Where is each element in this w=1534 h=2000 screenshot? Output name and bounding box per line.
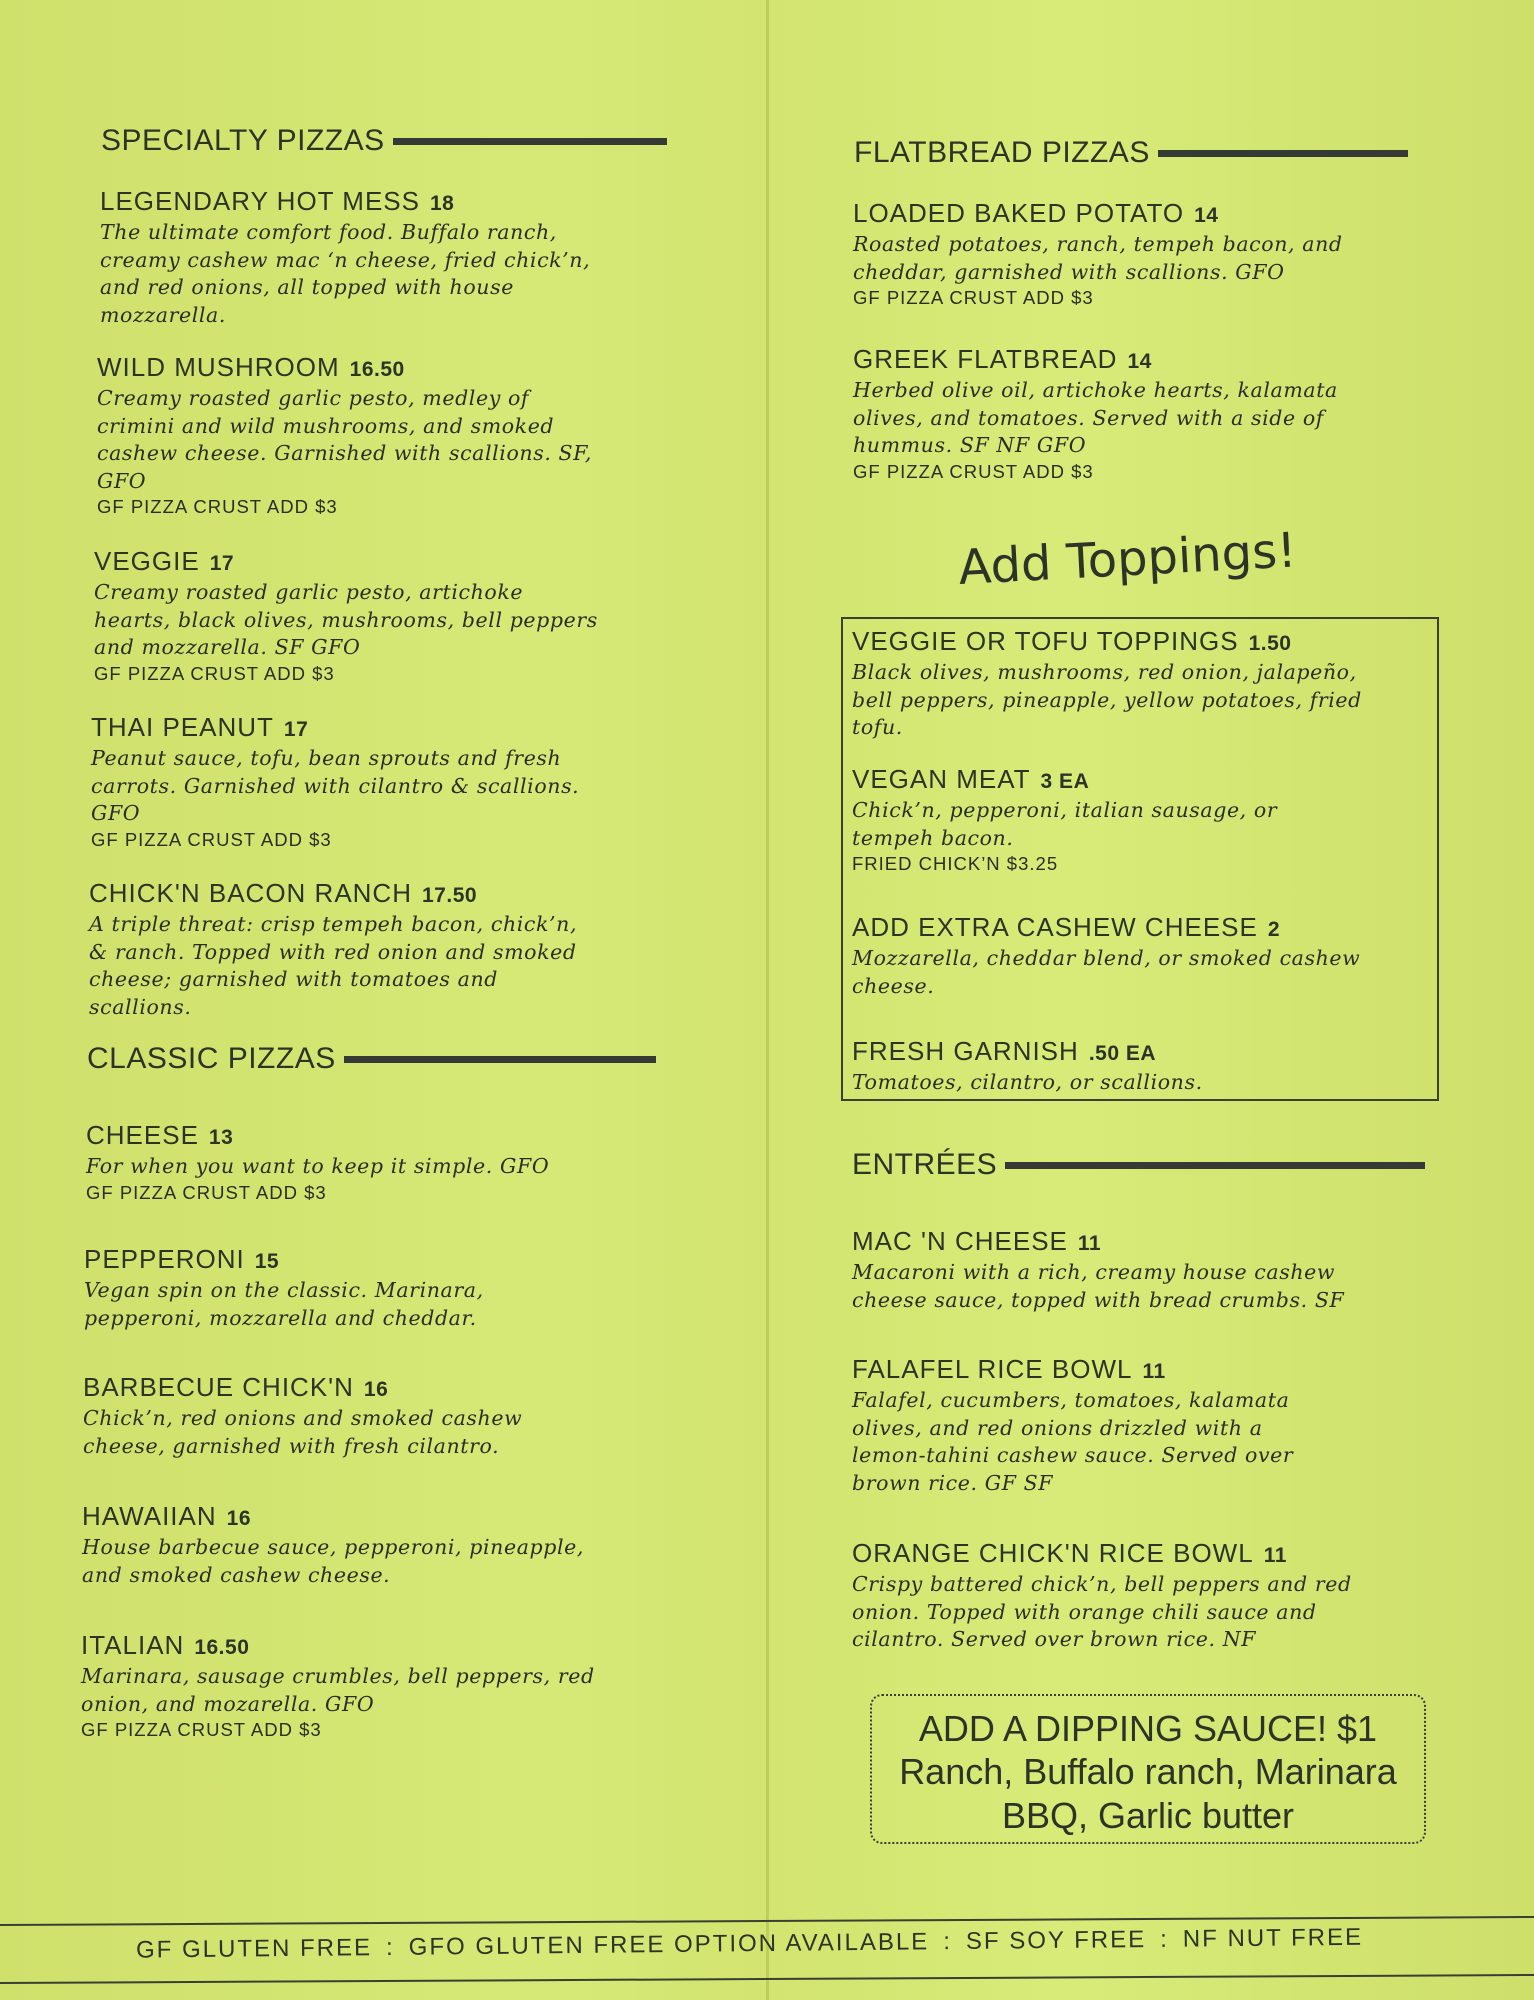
item-description: Marinara, sausage crumbles, bell peppers, red onion, and mozarella. GFO	[81, 1664, 595, 1716]
menu-item-chickn-bacon-ranch	[89, 878, 649, 1021]
gf-crust-note: GF PIZZA CRUST ADD $3	[853, 460, 1094, 482]
section-rule	[344, 1056, 656, 1063]
item-name: MAC 'N CHEESE	[852, 1226, 1068, 1256]
item-description: Tomatoes, cilantro, or scallions.	[852, 1070, 1203, 1094]
classic-pizzas-heading	[87, 1042, 656, 1076]
item-description: Macaroni with a rich, creamy house cashew cheese sauce, topped with bread crumbs. SF	[852, 1260, 1345, 1312]
dipping-sauce-options-2: BBQ, Garlic butter	[1001, 1795, 1295, 1836]
item-name: VEGGIE OR TOFU TOPPINGS	[852, 626, 1239, 656]
gf-crust-note: GF PIZZA CRUST ADD $3	[853, 287, 1094, 308]
item-description: The ultimate comfort food. Buffalo ranch, creamy cashew mac ‘n cheese, fried chick’n, and red onions, all topped with house mozzarella.	[100, 220, 591, 327]
section-title-text: FLATBREAD PIZZAS	[854, 136, 1150, 169]
section-rule	[1005, 1162, 1425, 1169]
legend-sf: SF SOY FREE	[965, 1926, 1147, 1955]
topping-extra-cashew-cheese	[852, 912, 1432, 1000]
section-title-text: CLASSIC PIZZAS	[87, 1042, 336, 1075]
item-price: 15	[254, 1250, 280, 1273]
item-price: 17	[209, 552, 235, 575]
item-description: A triple threat: crisp tempeh bacon, chick’n, & ranch. Topped with red onion and smoked cheese; garnished with tomatoes and scallions.	[89, 912, 578, 1019]
item-price: 3 EA	[1040, 770, 1090, 793]
item-name: VEGAN MEAT	[852, 764, 1031, 794]
item-description: Roasted potatoes, ranch, tempeh bacon, and cheddar, garnished with scallions. GFO	[853, 232, 1343, 284]
menu-item-loaded-baked-potato	[853, 198, 1413, 310]
section-rule	[393, 138, 667, 145]
item-description: Mozzarella, cheddar blend, or smoked cashew cheese.	[852, 946, 1361, 998]
menu-item-orange-chickn-rice-bowl	[852, 1538, 1412, 1654]
item-description: Creamy roasted garlic pesto, medley of crimini and wild mushrooms, and smoked cashew cheese. Garnished with scallions. SF, GFO	[97, 386, 592, 493]
item-name: WILD MUSHROOM	[97, 352, 340, 382]
item-description: Chick’n, pepperoni, italian sausage, or tempeh bacon.	[852, 798, 1278, 850]
section-rule	[1158, 150, 1408, 157]
item-name: LOADED BAKED POTATO	[853, 198, 1185, 228]
menu-item-thai-peanut	[91, 712, 651, 852]
dipping-sauce-title: ADD A DIPPING SAUCE! $1	[918, 1708, 1378, 1749]
item-price: 11	[1142, 1360, 1166, 1383]
menu-item-falafel-rice-bowl	[852, 1354, 1412, 1497]
specialty-pizzas-heading	[101, 124, 667, 158]
item-description: Creamy roasted garlic pesto, artichoke hearts, black olives, mushrooms, bell peppers and mozzarella. SF GFO	[94, 580, 598, 659]
entrees-heading	[852, 1148, 1425, 1182]
item-price: 16.50	[349, 358, 405, 381]
item-name: LEGENDARY HOT MESS	[100, 186, 420, 216]
item-description: Black olives, mushrooms, red onion, jalapeño, bell peppers, pineapple, yellow potatoes, fried tofu.	[852, 660, 1362, 739]
menu-item-hawaiian	[82, 1501, 642, 1589]
item-price: 2	[1267, 918, 1281, 941]
fried-chickn-note: FRIED CHICK’N $3.25	[852, 853, 1059, 874]
gf-crust-note: GF PIZZA CRUST ADD $3	[81, 1719, 322, 1740]
section-title-text: ENTRÉES	[852, 1148, 998, 1181]
item-name: CHICK'N BACON RANCH	[89, 878, 412, 908]
item-name: PEPPERONI	[84, 1244, 245, 1274]
menu-item-greek-flatbread	[853, 344, 1413, 484]
item-name: CHEESE	[86, 1120, 199, 1150]
item-description: House barbecue sauce, pepperoni, pineapple, and smoked cashew cheese.	[82, 1535, 584, 1587]
item-price: 14	[1127, 350, 1152, 373]
page-fold	[766, 0, 769, 2000]
topping-veggie-tofu	[852, 626, 1432, 742]
legend-separator: :	[1160, 1925, 1169, 1953]
item-price: 13	[208, 1126, 234, 1149]
item-price: 16.50	[194, 1636, 250, 1659]
item-name: FALAFEL RICE BOWL	[852, 1354, 1133, 1384]
item-name: THAI PEANUT	[91, 712, 274, 742]
menu-item-pepperoni	[84, 1244, 644, 1332]
item-name: ITALIAN	[81, 1630, 185, 1660]
legend-nf: NF NUT FREE	[1182, 1923, 1364, 1953]
add-toppings-heading: Add Toppings!	[957, 522, 1298, 596]
item-price: 18	[429, 192, 455, 215]
legend-separator: :	[385, 1933, 395, 1961]
item-price: 1.50	[1248, 632, 1292, 655]
item-description: Crispy battered chick’n, bell peppers and red onion. Topped with orange chili sauce and cilantro. Served over brown rice. NF	[852, 1572, 1352, 1651]
menu-item-wild-mushroom	[97, 352, 657, 519]
topping-fresh-garnish	[852, 1036, 1432, 1097]
item-price: 17.50	[422, 884, 478, 907]
flatbread-pizzas-heading	[854, 136, 1408, 170]
gf-crust-note: GF PIZZA CRUST ADD $3	[91, 828, 332, 850]
legend-gf: GF GLUTEN FREE	[135, 1934, 373, 1964]
item-price: 11	[1077, 1232, 1102, 1255]
item-name: ORANGE CHICK'N RICE BOWL	[852, 1538, 1254, 1568]
item-description: Falafel, cucumbers, tomatoes, kalamata olives, and red onions drizzled with a lemon-tahini cashew sauce. Served over brown rice. GF SF	[852, 1388, 1294, 1495]
item-name: BARBECUE CHICK'N	[83, 1372, 354, 1402]
item-name: HAWAIIAN	[82, 1501, 217, 1531]
item-description: For when you want to keep it simple. GFO	[86, 1154, 550, 1178]
item-name: VEGGIE	[94, 546, 200, 576]
menu-item-cheese	[86, 1120, 646, 1205]
item-price: 11	[1263, 1544, 1287, 1567]
dipping-sauce-options-1: Ranch, Buffalo ranch, Marinara	[899, 1751, 1397, 1792]
menu-item-barbecue-chickn	[83, 1372, 643, 1460]
section-title-text: SPECIALTY PIZZAS	[101, 124, 385, 157]
item-description: Vegan spin on the classic. Marinara, pepperoni, mozzarella and cheddar.	[84, 1278, 484, 1330]
item-name: FRESH GARNISH	[852, 1036, 1079, 1066]
item-price: 14	[1194, 204, 1219, 227]
dipping-sauce-box	[870, 1694, 1426, 1844]
legend-separator: :	[943, 1928, 953, 1956]
item-description: Chick’n, red onions and smoked cashew cheese, garnished with fresh cilantro.	[83, 1406, 523, 1458]
menu-item-veggie	[94, 546, 654, 686]
menu-item-legendary-hot-mess	[100, 186, 660, 329]
item-description: Peanut sauce, tofu, bean sprouts and fresh carrots. Garnished with cilantro & scallions. GFO	[91, 746, 580, 825]
item-price: .50 EA	[1088, 1042, 1157, 1065]
item-name: ADD EXTRA CASHEW CHEESE	[852, 912, 1258, 942]
item-name: GREEK FLATBREAD	[853, 344, 1118, 374]
gf-crust-note: GF PIZZA CRUST ADD $3	[97, 496, 338, 517]
legend-gfo: GFO GLUTEN FREE OPTION AVAILABLE	[408, 1928, 930, 1961]
item-price: 16	[363, 1378, 389, 1401]
item-description: Herbed olive oil, artichoke hearts, kalamata olives, and tomatoes. Served with a side of hummus. SF NF GFO	[853, 378, 1338, 457]
item-price: 16	[226, 1507, 251, 1530]
item-price: 17	[283, 718, 309, 741]
gf-crust-note: GF PIZZA CRUST ADD $3	[86, 1181, 327, 1203]
menu-item-mac-n-cheese	[852, 1226, 1412, 1314]
gf-crust-note: GF PIZZA CRUST ADD $3	[94, 662, 335, 684]
menu-item-italian	[81, 1630, 641, 1742]
topping-vegan-meat	[852, 764, 1432, 876]
